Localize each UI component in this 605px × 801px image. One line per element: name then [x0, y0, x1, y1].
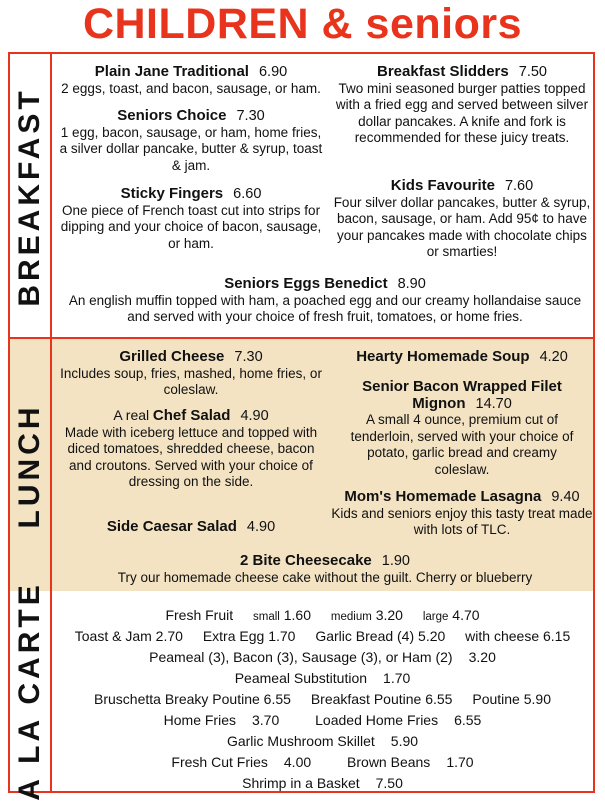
item-desc: Try our homemade cheese cake without the guilt. Cherry or blueberry: [117, 569, 533, 585]
menu-item: [330, 64, 594, 147]
alacarte-row: [52, 628, 593, 645]
item-price: 5.20: [418, 628, 446, 644]
item-name: Mom's Homemade Lasagna: [344, 488, 542, 505]
item-name: Fresh Fruit: [165, 607, 234, 623]
item-name: Home Fries: [163, 712, 236, 728]
item-price: 1.70: [268, 628, 296, 644]
alacarte-sidebar: [10, 581, 52, 801]
item-name: Chef Salad: [152, 407, 231, 424]
item-price: 6.15: [543, 628, 571, 644]
item-name: Seniors Choice: [117, 107, 227, 124]
item-price: 1.90: [381, 553, 410, 569]
item-name: Senior Bacon Wrapped Filet Mignon: [362, 378, 562, 412]
alacarte-row: [52, 691, 593, 708]
menu-item: [56, 108, 326, 174]
item-name: Breakfast Slidders: [377, 63, 509, 80]
item-name: Toast & Jam: [74, 628, 152, 644]
lunch-content: [52, 339, 593, 593]
menu-item: [56, 64, 326, 97]
size-label: large: [422, 611, 449, 623]
item-price: 1.60: [283, 607, 311, 623]
item-name: Peameal Substitution: [234, 670, 368, 686]
lunch-label: LUNCH: [13, 403, 46, 529]
item-desc: Kids and seniors enjoy this tasty treat made with lots of TLC.: [331, 505, 593, 537]
item-price: 3.20: [468, 649, 496, 665]
menu-item: [56, 349, 326, 399]
item-name: with cheese: [465, 628, 540, 644]
alacarte-row: [52, 775, 593, 792]
item-desc: 2 eggs, toast, and bacon, sausage, or ham.: [61, 80, 321, 96]
item-price: 8.90: [397, 276, 426, 292]
item-price: 5.90: [523, 691, 551, 707]
item-price: 7.60: [504, 178, 534, 194]
item-name: Sticky Fingers: [120, 185, 224, 202]
lunch-sidebar: [10, 339, 52, 593]
menu-item: [56, 519, 326, 536]
alacarte-row: [52, 712, 593, 729]
item-desc: 1 egg, bacon, sausage, or ham, home fries, a silver dollar pancake, butter & syrup, toast & jam.: [59, 124, 323, 173]
item-price: 7.30: [236, 108, 265, 124]
item-name: Extra Egg: [202, 628, 265, 644]
item-price: 6.60: [233, 186, 262, 202]
item-desc: Two mini seasoned burger patties topped with a fried egg and served between silver dollar pancakes. A knife and fork is recommended for these juicy treats.: [335, 80, 589, 145]
menu-item: [56, 407, 326, 491]
breakfast-section: [8, 52, 595, 339]
size-label: small: [253, 611, 280, 623]
item-price: 7.50: [518, 64, 547, 80]
menu-item: [330, 489, 594, 539]
item-price: 2.70: [155, 628, 183, 644]
item-name: 2 Bite Cheesecake: [240, 552, 372, 569]
size-label: medium: [330, 611, 372, 623]
menu-item: [330, 178, 594, 261]
item-price: 6.55: [425, 691, 453, 707]
item-name: Grilled Cheese: [119, 348, 225, 365]
item-name: Garlic Bread (4): [315, 628, 415, 644]
item-name: Kids Favourite: [390, 177, 495, 194]
item-price: 4.70: [452, 607, 480, 623]
item-name: Seniors Eggs Benedict: [224, 275, 388, 292]
item-name: Fresh Cut Fries: [171, 754, 268, 770]
menu-item: [56, 276, 594, 326]
item-desc: Four silver dollar pancakes, butter & syrup, bacon, sausage, or ham. Add 95¢ to have your pancakes made with chocolate chips or smarties!: [333, 194, 591, 259]
item-name: Loaded Home Fries: [315, 712, 439, 728]
item-price: 4.90: [246, 519, 276, 535]
item-price: 9.40: [551, 489, 580, 505]
item-prefix: A real: [113, 407, 150, 423]
item-price: 4.20: [539, 349, 568, 365]
alacarte-row: [52, 733, 593, 750]
alacarte-row: [52, 670, 593, 687]
item-desc: A small 4 ounce, premium cut of tenderloin, served with your choice of potato, garlic bread and creamy coleslaw.: [350, 412, 574, 477]
item-price: 5.90: [390, 733, 419, 749]
item-desc: An english muffin topped with ham, a poached egg and our creamy hollandaise sauce and served with your choice of fresh fruit, tomatoes, or home fries.: [68, 292, 582, 324]
item-name: Hearty Homemade Soup: [356, 348, 530, 365]
item-name: Side Caesar Salad: [106, 518, 237, 535]
menu-item: [56, 553, 594, 586]
menu-item: [56, 186, 326, 252]
item-name: Poutine: [472, 691, 520, 707]
item-name: Breakfast Poutine: [310, 691, 422, 707]
item-name: Peameal (3), Bacon (3), Sausage (3), or Ham (2): [149, 649, 453, 665]
alacarte-row: [52, 754, 593, 771]
item-price: 3.70: [252, 712, 280, 728]
menu-item: [350, 379, 574, 478]
alacarte-section: [8, 581, 595, 801]
item-price: 4.00: [283, 754, 312, 770]
item-price: 7.30: [234, 349, 263, 365]
item-name: Plain Jane Traditional: [94, 63, 249, 80]
menu-item: [330, 349, 594, 366]
alacarte-row: [52, 607, 593, 626]
alacarte-row: [52, 649, 593, 666]
item-name: Garlic Mushroom Skillet: [226, 733, 375, 749]
alacarte-label: A LA CARTE: [13, 581, 46, 801]
item-price: 14.70: [475, 395, 512, 412]
item-name: Brown Beans: [347, 754, 431, 770]
item-price: 3.20: [375, 607, 403, 623]
item-price: 4.90: [240, 408, 269, 424]
item-price: 1.70: [446, 754, 474, 770]
item-desc: One piece of French toast cut into strips for dipping and your choice of bacon, sausage, or ham.: [60, 202, 322, 251]
breakfast-label: BREAKFAST: [13, 86, 46, 307]
item-price: 6.90: [258, 64, 288, 80]
item-name: Bruschetta Breaky Poutine: [94, 691, 260, 707]
item-price: 1.70: [383, 670, 411, 686]
breakfast-content: [52, 54, 593, 339]
item-price: 7.50: [375, 775, 403, 791]
item-desc: Made with iceberg lettuce and topped with diced tomatoes, shredded cheese, bacon and croutons. Served with your choice of dressing on the side.: [64, 424, 318, 489]
item-name: Shrimp in a Basket: [242, 775, 360, 791]
item-price: 6.55: [263, 691, 291, 707]
item-price: 6.55: [454, 712, 482, 728]
lunch-section: [8, 337, 595, 595]
item-desc: Includes soup, fries, mashed, home fries, or coleslaw.: [60, 365, 322, 397]
menu-title: CHILDREN & seniors: [82, 0, 523, 48]
breakfast-sidebar: [10, 54, 52, 339]
alacarte-content: [52, 591, 593, 791]
